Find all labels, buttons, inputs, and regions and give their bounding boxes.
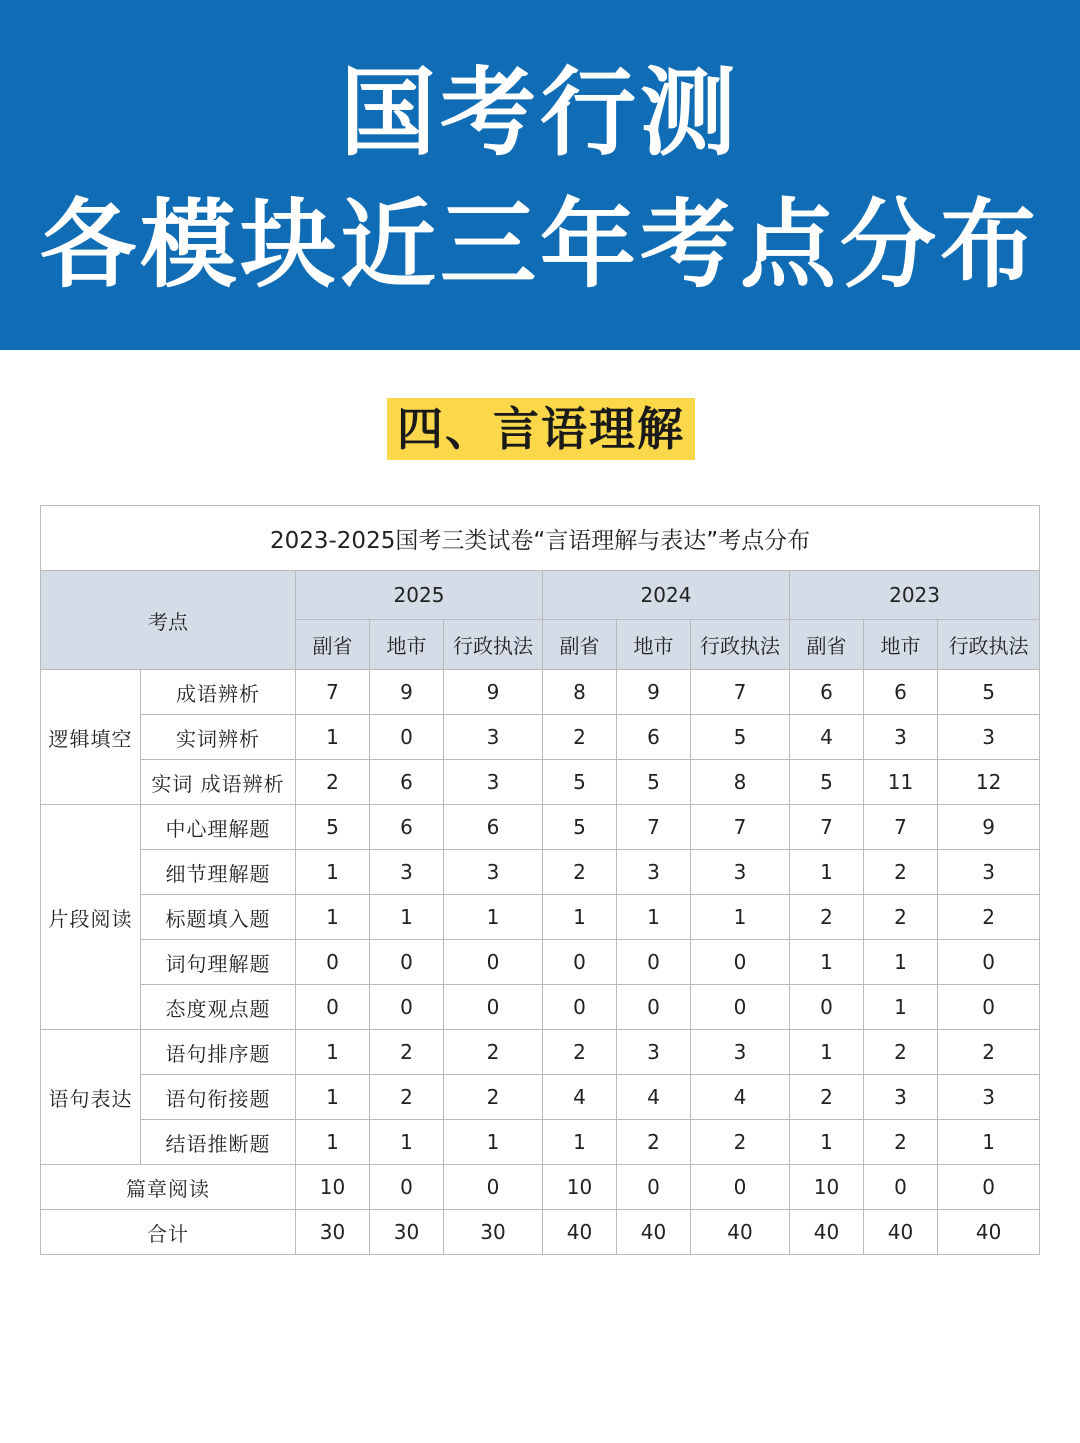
- value-cell: 3: [617, 850, 691, 895]
- value-cell: 3: [370, 850, 444, 895]
- table-row: [41, 670, 1040, 715]
- sub-header: 副省: [296, 620, 370, 670]
- year-header: 2023: [790, 571, 1040, 620]
- value-cell: 2: [543, 850, 617, 895]
- table-caption: 2023-2025国考三类试卷“言语理解与表达”考点分布: [41, 506, 1040, 571]
- value-cell: 3: [938, 850, 1040, 895]
- value-cell: 1: [617, 895, 691, 940]
- value-cell: 0: [543, 940, 617, 985]
- value-cell: 5: [617, 760, 691, 805]
- value-cell: 10: [790, 1165, 864, 1210]
- sub-header: 地市: [370, 620, 444, 670]
- corner-label: 考点: [41, 571, 296, 670]
- table-row: [41, 1210, 1040, 1255]
- year-header: 2025: [296, 571, 543, 620]
- value-cell: 30: [444, 1210, 543, 1255]
- value-cell: 7: [691, 805, 790, 850]
- value-cell: 1: [296, 1075, 370, 1120]
- value-cell: 2: [864, 1030, 938, 1075]
- value-cell: 9: [617, 670, 691, 715]
- value-cell: 40: [938, 1210, 1040, 1255]
- sub-header: 副省: [543, 620, 617, 670]
- value-cell: 0: [691, 1165, 790, 1210]
- sub-header: 地市: [864, 620, 938, 670]
- value-cell: 10: [296, 1165, 370, 1210]
- value-cell: 1: [444, 895, 543, 940]
- value-cell: 5: [691, 715, 790, 760]
- value-cell: 1: [444, 1120, 543, 1165]
- value-cell: 0: [617, 985, 691, 1030]
- banner-title-line-2: 各模块近三年考点分布: [40, 189, 1040, 301]
- title-banner: [0, 0, 1080, 350]
- value-cell: 2: [370, 1075, 444, 1120]
- value-cell: 2: [938, 1030, 1040, 1075]
- value-cell: 6: [370, 760, 444, 805]
- value-cell: 5: [543, 760, 617, 805]
- value-cell: 1: [296, 715, 370, 760]
- value-cell: 1: [864, 985, 938, 1030]
- value-cell: 0: [691, 940, 790, 985]
- banner-title-line-1: 国考行测: [340, 57, 740, 169]
- value-cell: 4: [790, 715, 864, 760]
- value-cell: 0: [864, 1165, 938, 1210]
- value-cell: 6: [617, 715, 691, 760]
- group-label: 逻辑填空: [41, 670, 141, 805]
- value-cell: 10: [543, 1165, 617, 1210]
- table-row: [41, 850, 1040, 895]
- row-label: 实词 成语辨析: [141, 760, 296, 805]
- year-header: 2024: [543, 571, 790, 620]
- row-label: 标题填入题: [141, 895, 296, 940]
- value-cell: 6: [444, 805, 543, 850]
- value-cell: 7: [864, 805, 938, 850]
- sub-header: 地市: [617, 620, 691, 670]
- table-row: [41, 805, 1040, 850]
- value-cell: 1: [543, 1120, 617, 1165]
- value-cell: 4: [691, 1075, 790, 1120]
- value-cell: 1: [864, 940, 938, 985]
- value-cell: 2: [543, 1030, 617, 1075]
- value-cell: 0: [444, 985, 543, 1030]
- value-cell: 5: [938, 670, 1040, 715]
- value-cell: 7: [691, 670, 790, 715]
- value-cell: 4: [543, 1075, 617, 1120]
- value-cell: 2: [864, 895, 938, 940]
- value-cell: 2: [370, 1030, 444, 1075]
- table-row: [41, 940, 1040, 985]
- value-cell: 2: [296, 760, 370, 805]
- sub-header: 副省: [790, 620, 864, 670]
- table-row: [41, 1075, 1040, 1120]
- value-cell: 1: [790, 850, 864, 895]
- value-cell: 0: [370, 715, 444, 760]
- table-row: [41, 715, 1040, 760]
- value-cell: 3: [444, 850, 543, 895]
- value-cell: 3: [691, 1030, 790, 1075]
- row-label: 实词辨析: [141, 715, 296, 760]
- value-cell: 5: [543, 805, 617, 850]
- value-cell: 4: [617, 1075, 691, 1120]
- value-cell: 9: [444, 670, 543, 715]
- value-cell: 1: [790, 1120, 864, 1165]
- value-cell: 0: [790, 985, 864, 1030]
- row-label: 态度观点题: [141, 985, 296, 1030]
- value-cell: 2: [790, 895, 864, 940]
- value-cell: 0: [370, 985, 444, 1030]
- value-cell: 2: [444, 1075, 543, 1120]
- value-cell: 1: [370, 1120, 444, 1165]
- table-row: [41, 1165, 1040, 1210]
- value-cell: 2: [691, 1120, 790, 1165]
- value-cell: 40: [543, 1210, 617, 1255]
- value-cell: 2: [938, 895, 1040, 940]
- table-row: [41, 895, 1040, 940]
- group-label: 语句表达: [41, 1030, 141, 1165]
- value-cell: 1: [790, 940, 864, 985]
- value-cell: 3: [864, 715, 938, 760]
- value-cell: 0: [370, 1165, 444, 1210]
- value-cell: 3: [938, 715, 1040, 760]
- value-cell: 0: [543, 985, 617, 1030]
- value-cell: 8: [543, 670, 617, 715]
- value-cell: 9: [370, 670, 444, 715]
- group-label: 片段阅读: [41, 805, 141, 1030]
- value-cell: 7: [617, 805, 691, 850]
- value-cell: 0: [938, 1165, 1040, 1210]
- value-cell: 5: [296, 805, 370, 850]
- row-label: 语句衔接题: [141, 1075, 296, 1120]
- value-cell: 1: [296, 1030, 370, 1075]
- value-cell: 40: [864, 1210, 938, 1255]
- value-cell: 0: [444, 1165, 543, 1210]
- value-cell: 30: [296, 1210, 370, 1255]
- value-cell: 0: [938, 940, 1040, 985]
- value-cell: 7: [296, 670, 370, 715]
- value-cell: 1: [296, 1120, 370, 1165]
- value-cell: 2: [790, 1075, 864, 1120]
- value-cell: 9: [938, 805, 1040, 850]
- value-cell: 3: [444, 715, 543, 760]
- value-cell: 2: [543, 715, 617, 760]
- value-cell: 11: [864, 760, 938, 805]
- row-label: 语句排序题: [141, 1030, 296, 1075]
- value-cell: 1: [296, 895, 370, 940]
- sub-header: 行政执法: [691, 620, 790, 670]
- section-title: 四、言语理解: [387, 398, 695, 460]
- value-cell: 3: [938, 1075, 1040, 1120]
- sub-header: 行政执法: [444, 620, 543, 670]
- value-cell: 2: [444, 1030, 543, 1075]
- value-cell: 0: [938, 985, 1040, 1030]
- value-cell: 40: [617, 1210, 691, 1255]
- value-cell: 2: [864, 1120, 938, 1165]
- table-row: [41, 985, 1040, 1030]
- value-cell: 12: [938, 760, 1040, 805]
- row-label: 合计: [41, 1210, 296, 1255]
- value-cell: 6: [864, 670, 938, 715]
- table-row: [41, 1120, 1040, 1165]
- table-row: [41, 760, 1040, 805]
- value-cell: 1: [691, 895, 790, 940]
- value-cell: 5: [790, 760, 864, 805]
- row-label: 词句理解题: [141, 940, 296, 985]
- row-label: 中心理解题: [141, 805, 296, 850]
- value-cell: 8: [691, 760, 790, 805]
- sub-header: 行政执法: [938, 620, 1040, 670]
- value-cell: 7: [790, 805, 864, 850]
- value-cell: 1: [296, 850, 370, 895]
- value-cell: 0: [296, 940, 370, 985]
- row-label: 篇章阅读: [41, 1165, 296, 1210]
- value-cell: 0: [444, 940, 543, 985]
- value-cell: 30: [370, 1210, 444, 1255]
- value-cell: 3: [864, 1075, 938, 1120]
- value-cell: 2: [617, 1120, 691, 1165]
- value-cell: 6: [790, 670, 864, 715]
- value-cell: 1: [938, 1120, 1040, 1165]
- value-cell: 40: [790, 1210, 864, 1255]
- value-cell: 40: [691, 1210, 790, 1255]
- value-cell: 3: [617, 1030, 691, 1075]
- value-cell: 0: [370, 940, 444, 985]
- row-label: 细节理解题: [141, 850, 296, 895]
- value-cell: 0: [691, 985, 790, 1030]
- value-cell: 2: [864, 850, 938, 895]
- row-label: 结语推断题: [141, 1120, 296, 1165]
- exam-points-table: [40, 505, 1040, 1255]
- value-cell: 0: [296, 985, 370, 1030]
- value-cell: 6: [370, 805, 444, 850]
- value-cell: 0: [617, 1165, 691, 1210]
- value-cell: 1: [790, 1030, 864, 1075]
- value-cell: 3: [691, 850, 790, 895]
- value-cell: 3: [444, 760, 543, 805]
- value-cell: 0: [617, 940, 691, 985]
- value-cell: 1: [370, 895, 444, 940]
- row-label: 成语辨析: [141, 670, 296, 715]
- table-row: [41, 1030, 1040, 1075]
- value-cell: 1: [543, 895, 617, 940]
